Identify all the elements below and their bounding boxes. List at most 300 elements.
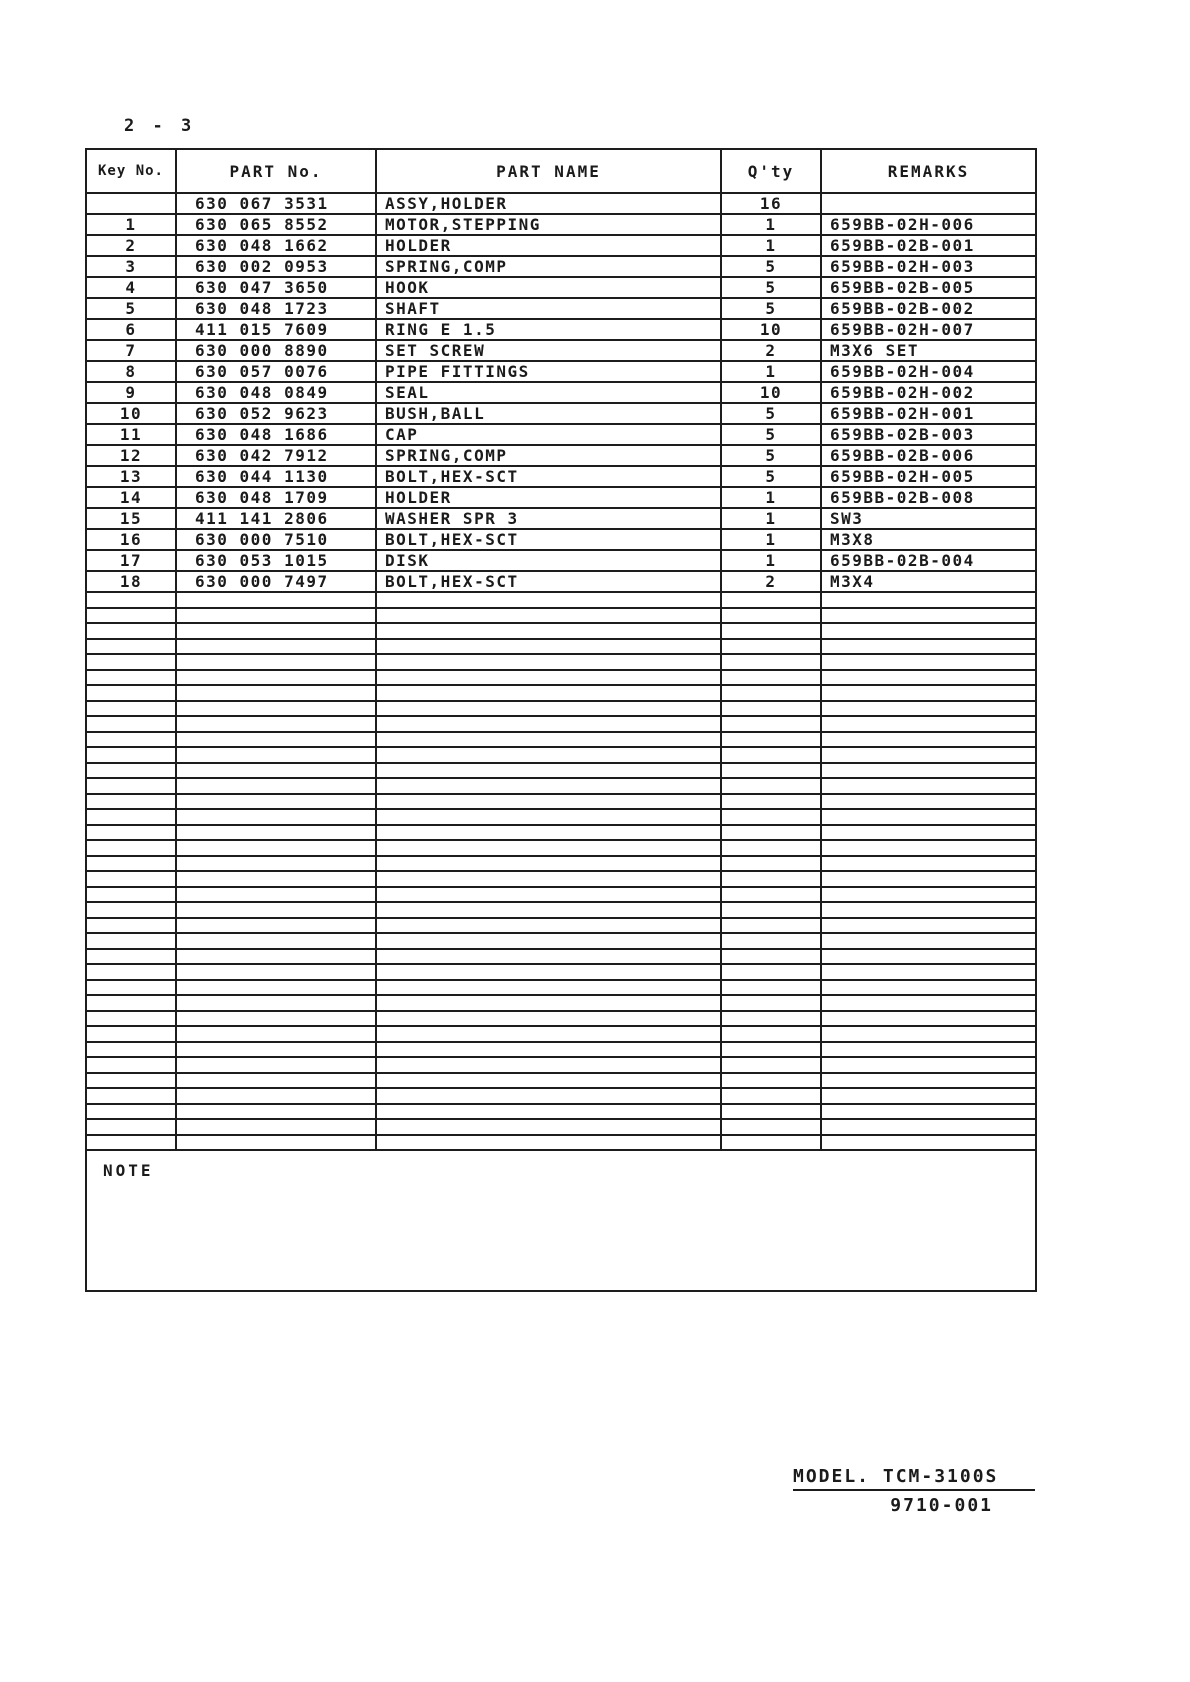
cell-part-name xyxy=(376,1104,721,1120)
cell-part-name xyxy=(376,654,721,670)
cell-part-no xyxy=(176,1119,376,1135)
cell-qty xyxy=(721,1011,821,1027)
table-row xyxy=(86,403,1036,424)
cell-part-no: 630 048 1709 xyxy=(176,487,376,508)
cell-part-name xyxy=(376,1042,721,1058)
cell-remarks xyxy=(821,639,1036,655)
cell-key-no xyxy=(86,1057,176,1073)
cell-part-no: 630 044 1130 xyxy=(176,466,376,487)
cell-qty xyxy=(721,747,821,763)
cell-remarks xyxy=(821,747,1036,763)
cell-part-no xyxy=(176,902,376,918)
note-row xyxy=(86,1150,1036,1291)
cell-qty: 5 xyxy=(721,277,821,298)
doc-number: 9710-001 xyxy=(890,1495,993,1516)
cell-key-no xyxy=(86,794,176,810)
cell-part-name: ASSY,HOLDER xyxy=(376,193,721,214)
cell-part-no: 630 000 7510 xyxy=(176,529,376,550)
cell-key-no xyxy=(86,193,176,214)
table-row xyxy=(86,592,1036,608)
cell-qty xyxy=(721,1042,821,1058)
cell-qty xyxy=(721,732,821,748)
table-row xyxy=(86,235,1036,256)
cell-remarks xyxy=(821,964,1036,980)
cell-qty: 5 xyxy=(721,298,821,319)
cell-qty: 1 xyxy=(721,550,821,571)
cell-part-no: 630 052 9623 xyxy=(176,403,376,424)
cell-part-no: 630 047 3650 xyxy=(176,277,376,298)
table-row xyxy=(86,794,1036,810)
note-cell: NOTE xyxy=(86,1150,1036,1291)
cell-remarks: 659BB-02H-005 xyxy=(821,466,1036,487)
cell-part-name: BOLT,HEX-SCT xyxy=(376,529,721,550)
cell-part-no xyxy=(176,1073,376,1089)
cell-qty xyxy=(721,809,821,825)
cell-part-no: 630 057 0076 xyxy=(176,361,376,382)
table-row xyxy=(86,1104,1036,1120)
header-key-no: Key No. xyxy=(86,149,176,193)
cell-part-no xyxy=(176,701,376,717)
cell-remarks: M3X8 xyxy=(821,529,1036,550)
cell-key-no: 8 xyxy=(86,361,176,382)
cell-part-no xyxy=(176,685,376,701)
cell-key-no: 7 xyxy=(86,340,176,361)
table-row xyxy=(86,964,1036,980)
cell-part-name xyxy=(376,840,721,856)
cell-remarks xyxy=(821,933,1036,949)
header-remarks: REMARKS xyxy=(821,149,1036,193)
table-row xyxy=(86,256,1036,277)
cell-remarks xyxy=(821,1119,1036,1135)
cell-qty xyxy=(721,825,821,841)
cell-part-name: BUSH,BALL xyxy=(376,403,721,424)
cell-remarks: 659BB-02B-006 xyxy=(821,445,1036,466)
cell-qty xyxy=(721,608,821,624)
cell-remarks xyxy=(821,918,1036,934)
cell-key-no xyxy=(86,670,176,686)
table-row xyxy=(86,1042,1036,1058)
cell-part-name xyxy=(376,1073,721,1089)
page-number: 2 - 3 xyxy=(124,116,196,136)
model-label: MODEL. TCM-3100S xyxy=(793,1466,1035,1491)
cell-part-no: 630 002 0953 xyxy=(176,256,376,277)
cell-key-no xyxy=(86,608,176,624)
cell-part-no: 630 048 1686 xyxy=(176,424,376,445)
cell-part-no: 630 000 7497 xyxy=(176,571,376,592)
cell-part-no: 411 015 7609 xyxy=(176,319,376,340)
table-row xyxy=(86,445,1036,466)
cell-part-no xyxy=(176,1042,376,1058)
cell-remarks: SW3 xyxy=(821,508,1036,529)
cell-key-no xyxy=(86,701,176,717)
table-row xyxy=(86,933,1036,949)
cell-qty xyxy=(721,856,821,872)
cell-part-name xyxy=(376,639,721,655)
table-row xyxy=(86,716,1036,732)
table-row xyxy=(86,382,1036,403)
cell-part-name: HOLDER xyxy=(376,487,721,508)
cell-part-name xyxy=(376,995,721,1011)
cell-part-name xyxy=(376,949,721,965)
cell-key-no xyxy=(86,995,176,1011)
cell-remarks: 659BB-02H-007 xyxy=(821,319,1036,340)
cell-part-name xyxy=(376,685,721,701)
cell-part-name: WASHER SPR 3 xyxy=(376,508,721,529)
cell-part-no xyxy=(176,887,376,903)
cell-part-name: BOLT,HEX-SCT xyxy=(376,571,721,592)
cell-remarks: 659BB-02B-005 xyxy=(821,277,1036,298)
cell-key-no xyxy=(86,825,176,841)
cell-qty xyxy=(721,871,821,887)
table-row xyxy=(86,840,1036,856)
cell-part-name xyxy=(376,623,721,639)
table-row xyxy=(86,1073,1036,1089)
cell-part-no xyxy=(176,949,376,965)
cell-key-no: 6 xyxy=(86,319,176,340)
cell-remarks xyxy=(821,1073,1036,1089)
cell-key-no xyxy=(86,732,176,748)
cell-part-name: SHAFT xyxy=(376,298,721,319)
cell-part-name xyxy=(376,1119,721,1135)
cell-key-no xyxy=(86,856,176,872)
cell-remarks: 659BB-02B-008 xyxy=(821,487,1036,508)
cell-key-no xyxy=(86,1073,176,1089)
cell-remarks xyxy=(821,1088,1036,1104)
cell-qty xyxy=(721,794,821,810)
cell-remarks xyxy=(821,716,1036,732)
table-row xyxy=(86,980,1036,996)
cell-qty: 1 xyxy=(721,361,821,382)
table-row xyxy=(86,995,1036,1011)
cell-key-no xyxy=(86,949,176,965)
cell-part-name xyxy=(376,825,721,841)
cell-qty xyxy=(721,639,821,655)
parts-table-header xyxy=(86,149,1036,193)
cell-part-name xyxy=(376,716,721,732)
cell-part-no: 411 141 2806 xyxy=(176,508,376,529)
table-row xyxy=(86,763,1036,779)
cell-remarks xyxy=(821,902,1036,918)
cell-part-name: SEAL xyxy=(376,382,721,403)
cell-qty: 5 xyxy=(721,466,821,487)
cell-key-no xyxy=(86,871,176,887)
cell-part-no xyxy=(176,809,376,825)
cell-part-no xyxy=(176,980,376,996)
table-row xyxy=(86,825,1036,841)
cell-remarks xyxy=(821,193,1036,214)
table-row xyxy=(86,732,1036,748)
cell-remarks: 659BB-02B-004 xyxy=(821,550,1036,571)
cell-qty: 5 xyxy=(721,445,821,466)
cell-remarks xyxy=(821,949,1036,965)
cell-key-no: 17 xyxy=(86,550,176,571)
cell-part-no xyxy=(176,1026,376,1042)
table-row xyxy=(86,902,1036,918)
cell-remarks xyxy=(821,980,1036,996)
cell-key-no xyxy=(86,902,176,918)
cell-qty xyxy=(721,1057,821,1073)
cell-part-name: HOOK xyxy=(376,277,721,298)
cell-remarks xyxy=(821,608,1036,624)
cell-key-no: 16 xyxy=(86,529,176,550)
cell-part-no xyxy=(176,592,376,608)
cell-part-name xyxy=(376,1135,721,1151)
table-row xyxy=(86,608,1036,624)
table-row xyxy=(86,550,1036,571)
cell-key-no: 13 xyxy=(86,466,176,487)
cell-qty xyxy=(721,1119,821,1135)
cell-key-no xyxy=(86,980,176,996)
table-row xyxy=(86,487,1036,508)
cell-part-no xyxy=(176,1057,376,1073)
cell-key-no xyxy=(86,918,176,934)
cell-remarks xyxy=(821,1011,1036,1027)
cell-key-no xyxy=(86,1104,176,1120)
cell-part-name xyxy=(376,1088,721,1104)
cell-part-name xyxy=(376,809,721,825)
cell-part-name xyxy=(376,918,721,934)
cell-part-no xyxy=(176,608,376,624)
cell-part-name xyxy=(376,1057,721,1073)
cell-key-no xyxy=(86,1119,176,1135)
cell-part-name: RING E 1.5 xyxy=(376,319,721,340)
cell-part-no xyxy=(176,1135,376,1151)
cell-part-name: BOLT,HEX-SCT xyxy=(376,466,721,487)
cell-part-no xyxy=(176,654,376,670)
table-row xyxy=(86,670,1036,686)
cell-key-no xyxy=(86,809,176,825)
cell-qty xyxy=(721,778,821,794)
cell-remarks xyxy=(821,623,1036,639)
cell-remarks xyxy=(821,685,1036,701)
cell-qty: 1 xyxy=(721,235,821,256)
cell-remarks xyxy=(821,825,1036,841)
table-row xyxy=(86,1135,1036,1151)
parts-table-note-section xyxy=(86,1150,1036,1291)
cell-part-no xyxy=(176,871,376,887)
table-row xyxy=(86,685,1036,701)
cell-key-no: 18 xyxy=(86,571,176,592)
cell-part-name xyxy=(376,980,721,996)
cell-part-no xyxy=(176,670,376,686)
table-row xyxy=(86,701,1036,717)
cell-part-name xyxy=(376,1011,721,1027)
cell-part-name xyxy=(376,964,721,980)
cell-remarks: 659BB-02B-003 xyxy=(821,424,1036,445)
cell-qty xyxy=(721,980,821,996)
cell-key-no xyxy=(86,964,176,980)
cell-remarks xyxy=(821,701,1036,717)
cell-qty xyxy=(721,949,821,965)
cell-remarks xyxy=(821,856,1036,872)
cell-qty xyxy=(721,1104,821,1120)
cell-part-no xyxy=(176,639,376,655)
cell-remarks xyxy=(821,763,1036,779)
cell-qty: 5 xyxy=(721,403,821,424)
cell-qty: 1 xyxy=(721,214,821,235)
table-row xyxy=(86,1057,1036,1073)
cell-part-name xyxy=(376,732,721,748)
parts-table xyxy=(85,148,1037,1292)
cell-qty xyxy=(721,654,821,670)
cell-remarks: M3X6 SET xyxy=(821,340,1036,361)
header-part-no: PART No. xyxy=(176,149,376,193)
cell-part-name xyxy=(376,592,721,608)
cell-remarks xyxy=(821,809,1036,825)
cell-remarks: 659BB-02H-004 xyxy=(821,361,1036,382)
cell-qty xyxy=(721,887,821,903)
table-row xyxy=(86,319,1036,340)
cell-remarks xyxy=(821,995,1036,1011)
cell-key-no xyxy=(86,1026,176,1042)
cell-qty xyxy=(721,763,821,779)
cell-qty xyxy=(721,918,821,934)
cell-part-name: SET SCREW xyxy=(376,340,721,361)
table-row xyxy=(86,778,1036,794)
table-row xyxy=(86,529,1036,550)
cell-part-no: 630 048 0849 xyxy=(176,382,376,403)
cell-part-no xyxy=(176,732,376,748)
cell-remarks xyxy=(821,871,1036,887)
cell-part-name: CAP xyxy=(376,424,721,445)
table-row xyxy=(86,277,1036,298)
cell-qty xyxy=(721,1088,821,1104)
cell-remarks xyxy=(821,887,1036,903)
cell-remarks xyxy=(821,778,1036,794)
cell-part-no xyxy=(176,933,376,949)
table-row xyxy=(86,887,1036,903)
cell-key-no: 12 xyxy=(86,445,176,466)
cell-part-name xyxy=(376,794,721,810)
cell-key-no xyxy=(86,639,176,655)
cell-qty: 10 xyxy=(721,382,821,403)
table-row xyxy=(86,1026,1036,1042)
cell-qty xyxy=(721,592,821,608)
table-row xyxy=(86,571,1036,592)
table-row xyxy=(86,466,1036,487)
cell-part-name: SPRING,COMP xyxy=(376,256,721,277)
cell-qty: 5 xyxy=(721,424,821,445)
cell-part-name xyxy=(376,902,721,918)
cell-part-name xyxy=(376,608,721,624)
cell-remarks xyxy=(821,1026,1036,1042)
cell-qty xyxy=(721,933,821,949)
cell-part-no xyxy=(176,856,376,872)
table-row xyxy=(86,654,1036,670)
table-row xyxy=(86,856,1036,872)
cell-part-no xyxy=(176,964,376,980)
cell-qty xyxy=(721,685,821,701)
parts-table-body xyxy=(86,193,1036,1150)
cell-qty: 10 xyxy=(721,319,821,340)
cell-remarks xyxy=(821,794,1036,810)
cell-part-no xyxy=(176,794,376,810)
cell-key-no: 9 xyxy=(86,382,176,403)
cell-qty: 5 xyxy=(721,256,821,277)
cell-part-name xyxy=(376,856,721,872)
cell-remarks: 659BB-02H-002 xyxy=(821,382,1036,403)
cell-remarks xyxy=(821,732,1036,748)
cell-part-no xyxy=(176,918,376,934)
cell-key-no xyxy=(86,1088,176,1104)
cell-part-name xyxy=(376,747,721,763)
header-row xyxy=(86,149,1036,193)
cell-part-no: 630 048 1662 xyxy=(176,235,376,256)
cell-remarks xyxy=(821,1057,1036,1073)
cell-part-name xyxy=(376,778,721,794)
cell-remarks xyxy=(821,1104,1036,1120)
cell-key-no xyxy=(86,592,176,608)
cell-key-no: 4 xyxy=(86,277,176,298)
table-row xyxy=(86,871,1036,887)
cell-part-no xyxy=(176,825,376,841)
cell-part-no xyxy=(176,995,376,1011)
cell-remarks: 659BB-02B-002 xyxy=(821,298,1036,319)
cell-part-name: MOTOR,STEPPING xyxy=(376,214,721,235)
cell-part-no xyxy=(176,778,376,794)
cell-qty: 1 xyxy=(721,529,821,550)
cell-key-no: 15 xyxy=(86,508,176,529)
cell-part-no: 630 065 8552 xyxy=(176,214,376,235)
cell-remarks: 659BB-02H-001 xyxy=(821,403,1036,424)
cell-qty xyxy=(721,902,821,918)
table-row xyxy=(86,949,1036,965)
cell-key-no xyxy=(86,685,176,701)
table-row xyxy=(86,214,1036,235)
header-part-name: PART NAME xyxy=(376,149,721,193)
table-row xyxy=(86,193,1036,214)
cell-part-name xyxy=(376,1026,721,1042)
table-row xyxy=(86,1011,1036,1027)
cell-qty xyxy=(721,716,821,732)
cell-qty: 2 xyxy=(721,340,821,361)
cell-part-no xyxy=(176,1104,376,1120)
cell-part-name xyxy=(376,701,721,717)
cell-remarks: M3X4 xyxy=(821,571,1036,592)
table-row xyxy=(86,918,1036,934)
cell-qty: 2 xyxy=(721,571,821,592)
cell-key-no: 2 xyxy=(86,235,176,256)
cell-qty xyxy=(721,1073,821,1089)
table-row xyxy=(86,639,1036,655)
cell-qty xyxy=(721,964,821,980)
table-row xyxy=(86,623,1036,639)
cell-part-name: PIPE FITTINGS xyxy=(376,361,721,382)
cell-part-no xyxy=(176,840,376,856)
table-row xyxy=(86,298,1036,319)
cell-key-no: 3 xyxy=(86,256,176,277)
cell-key-no xyxy=(86,623,176,639)
cell-key-no xyxy=(86,747,176,763)
cell-key-no xyxy=(86,933,176,949)
cell-part-name xyxy=(376,933,721,949)
cell-key-no: 5 xyxy=(86,298,176,319)
cell-part-name: SPRING,COMP xyxy=(376,445,721,466)
cell-part-no xyxy=(176,716,376,732)
table-row xyxy=(86,747,1036,763)
cell-key-no: 1 xyxy=(86,214,176,235)
cell-qty xyxy=(721,1135,821,1151)
cell-qty xyxy=(721,623,821,639)
cell-key-no: 14 xyxy=(86,487,176,508)
cell-remarks: 659BB-02H-006 xyxy=(821,214,1036,235)
table-row xyxy=(86,424,1036,445)
cell-remarks xyxy=(821,670,1036,686)
cell-key-no xyxy=(86,840,176,856)
cell-part-name xyxy=(376,871,721,887)
cell-remarks xyxy=(821,654,1036,670)
cell-part-no: 630 067 3531 xyxy=(176,193,376,214)
